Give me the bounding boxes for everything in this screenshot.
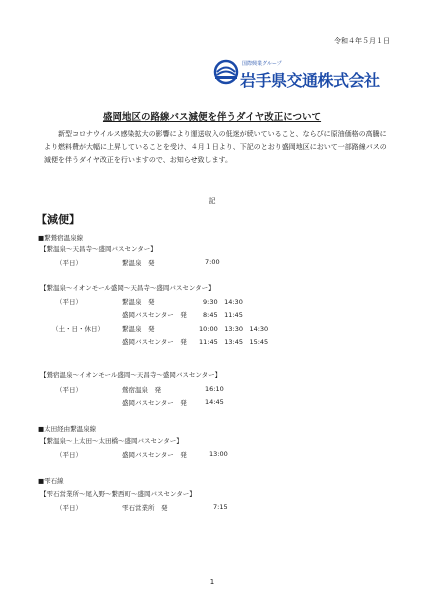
stop-label: 繋温泉 発: [122, 259, 155, 267]
departure-times: 9:30 14:30: [203, 298, 243, 306]
day-label: （土・日・休日）: [52, 325, 104, 333]
company-logo: [213, 59, 393, 89]
stop-label: 盛岡バスセンター 発: [122, 399, 187, 407]
departure-times: 16:10: [205, 385, 224, 393]
route-name-3: 【鶯宿温泉〜イオンモール盛岡〜天昌寺〜盛岡バスセンター】: [40, 371, 222, 379]
route-group-3: ■雫石線: [38, 477, 64, 485]
day-label: （平日）: [56, 386, 82, 394]
departure-times: 13:00: [209, 450, 228, 458]
day-label: （平日）: [56, 259, 82, 267]
departure-times: 11:45 13:45 15:45: [199, 338, 269, 346]
company-name: 岩手県交通株式会社: [240, 71, 380, 90]
page-number: 1: [209, 578, 215, 586]
departure-times: 14:45: [205, 398, 224, 406]
departure-times: 7:00: [205, 258, 220, 266]
body-paragraph: 新型コロナウイルス感染拡大の影響により運送収入の低迷が続いていること、ならびに原油価格の高騰により燃料費が大幅に上昇していることを受け、４月１日より、下記のとおり盛岡地区において一部路線バスの減便を伴うダイヤ改正を行いますので、お知らせ致します。: [44, 130, 387, 164]
ki-marker: 記: [208, 197, 216, 205]
stop-label: 繋温泉 発: [122, 325, 155, 333]
day-label: （平日）: [56, 298, 82, 306]
document-title: 盛岡地区の路線バス減便を伴うダイヤ改正について: [102, 112, 322, 123]
stop-label: 盛岡バスセンター 発: [122, 338, 187, 346]
departure-times: 8:45 11:45: [203, 311, 243, 319]
stop-label: 盛岡バスセンター 発: [122, 451, 187, 459]
stop-label: 盛岡バスセンター 発: [122, 311, 187, 319]
stop-label: 繋温泉 発: [122, 298, 155, 306]
stop-label: 鶯宿温泉 発: [122, 386, 161, 394]
day-label: （平日）: [56, 451, 82, 459]
company-group-tag: 国際興業グループ: [242, 61, 282, 67]
route-name-5: 【雫石営業所〜尾入野〜繋西町〜盛岡バスセンター】: [40, 490, 196, 498]
stop-label: 雫石営業所 発: [122, 504, 168, 512]
route-name-4: 【繋温泉〜上太田〜太田橋〜盛岡バスセンター】: [40, 437, 183, 445]
route-group-1: ■繋鶯宿温泉線: [38, 234, 84, 242]
route-name-1: 【繋温泉〜天昌寺〜盛岡バスセンター】: [40, 245, 157, 253]
route-group-2: ■太田経由繋温泉線: [38, 425, 97, 433]
departure-times: 10:00 13:30 14:30: [199, 325, 269, 333]
section-heading: 【減便】: [36, 213, 80, 226]
departure-times: 7:15: [213, 503, 228, 511]
company-emblem-icon: [213, 59, 239, 85]
route-name-2: 【繋温泉〜イオンモール盛岡〜天昌寺〜盛岡バスセンター】: [40, 284, 215, 292]
day-label: （平日）: [56, 504, 82, 512]
document-date: 令和４年５月１日: [334, 37, 390, 45]
